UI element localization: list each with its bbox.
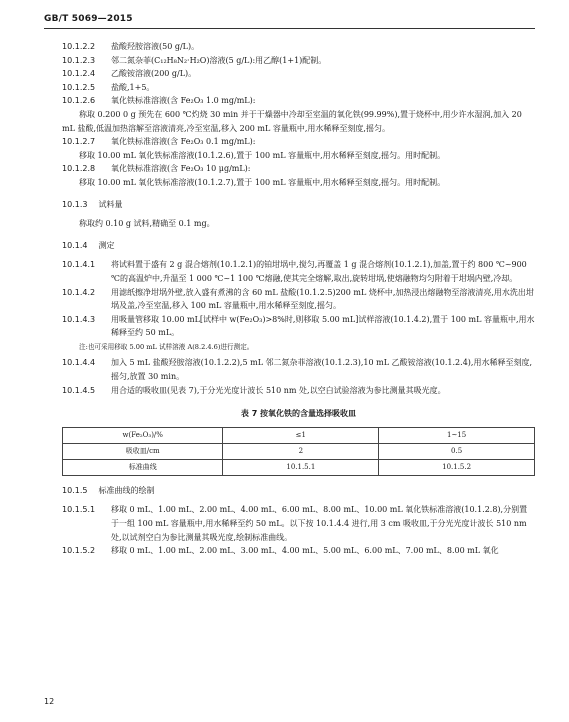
clause-number: 10.1.4.1 — [62, 260, 96, 270]
section-heading-10-1-4 — [62, 239, 535, 253]
clause-item — [62, 313, 535, 340]
clause-10-1-2-7 — [62, 135, 535, 149]
clause-text: 移取 0 mL、1.00 mL、2.00 mL、4.00 mL、6.00 mL、8.00 mL、10.00 mL 氧化铁标准溶液(10.1.2.8),分别置于一组 100 mL 容量瓶中,用水稀释至约 50 mL。以下按 10.1.4.4 进行,用 3 cm 吸收皿,于分光光度计波长 510 nm 处,以试剂空白为参比测量其吸光度,绘制标准曲线。 — [111, 505, 528, 542]
clause-number: 10.1.2.8 — [62, 164, 96, 174]
clause-text: 用吸量管移取 10.00 mL[试样中 w(Fe₂O₃)>8%时,则移取 5.00 mL]试样溶液(10.1.4.2),置于 100 mL 容量瓶中,用水稀释至约 50 mL。 — [111, 314, 535, 338]
clause-text: 盐酸羟胺溶液(50 g/L)。 — [111, 42, 200, 51]
document-body — [62, 40, 535, 558]
clause-number: 10.1.2.3 — [62, 55, 96, 65]
table-cell: 2 — [223, 443, 379, 459]
section-number: 10.1.4 — [62, 240, 88, 250]
standard-header: GB/T 5069—2015 — [44, 14, 133, 24]
clause-10-1-2-8 — [62, 162, 535, 176]
note: 注:也可采用移取 5.00 mL 试样溶液 A(8.2.4.6)进行测定。 — [79, 342, 254, 351]
table-row — [63, 443, 535, 459]
clause-list-b — [62, 258, 535, 340]
clause-text: 盐酸,1+5。 — [111, 82, 155, 92]
clause-text: 邻二氮杂菲(C₁₂H₈N₂·H₂O)溶液(5 g/L):用乙醇(1+1)配制。 — [111, 55, 327, 65]
clause-item — [62, 286, 535, 313]
table-cell: ≤1 — [223, 427, 379, 443]
clause-number: 10.1.5.1 — [62, 505, 96, 515]
paragraph-10-1-2-8: 移取 10.00 mL 氧化铁标准溶液(10.1.2.7),置于 100 mL 容量瓶中,用水稀释至刻度,摇匀。用时配制。 — [79, 177, 446, 187]
section-title: 测定 — [98, 240, 115, 250]
clause-number: 10.1.2.6 — [62, 96, 96, 106]
clause-number: 10.1.2.4 — [62, 69, 96, 79]
table-row — [63, 459, 535, 475]
clause-number: 10.1.4.4 — [62, 358, 96, 368]
clause-number: 10.1.4.5 — [62, 385, 96, 395]
clause-list-a — [62, 40, 535, 108]
clause-item — [62, 67, 535, 81]
clause-item — [62, 503, 535, 544]
clause-text: 用滤纸擦净坩埚外壁,放入盛有煮沸的含 60 mL 盐酸(10.1.2.5)200 mL 烧杯中,加热浸出熔融物至溶液清亮,用水洗出坩埚及盖,冷至室温,移入 100 mL 容量瓶中,用水稀释至刻度,摇匀。 — [111, 287, 534, 311]
clause-item — [62, 81, 535, 95]
cuvette-table — [62, 427, 535, 476]
clause-item — [62, 356, 535, 383]
clause-item — [62, 258, 535, 285]
clause-text: 乙酸铵溶液(200 g/L)。 — [111, 69, 197, 79]
clause-item — [62, 54, 535, 68]
clause-number: 10.1.2.5 — [62, 82, 96, 92]
clause-number: 10.1.4.3 — [62, 314, 96, 324]
table-row — [63, 427, 535, 443]
section-number: 10.1.3 — [62, 199, 88, 209]
header-rule — [44, 28, 535, 29]
clause-number: 10.1.4.2 — [62, 287, 96, 297]
clause-number: 10.1.2.7 — [62, 137, 96, 147]
section-heading-10-1-3 — [62, 198, 535, 212]
clause-item — [62, 94, 535, 108]
page-number: 12 — [44, 697, 55, 706]
table-cell: 10.1.5.2 — [379, 459, 535, 475]
clause-text: 用合适的吸收皿(见表 7),于分光光度计波长 510 nm 处,以空白试验溶液为参比测量其吸光度。 — [111, 385, 446, 395]
table-title: 表 7 按氧化铁的含量选择吸收皿 — [240, 409, 357, 419]
table-cell: 标准曲线 — [63, 459, 223, 475]
clause-list-c — [62, 356, 535, 397]
table-cell: 1~15 — [379, 427, 535, 443]
clause-text: 加入 5 mL 盐酸羟胺溶液(10.1.2.2),5 mL 邻二氮杂菲溶液(10.1.2.3),10 mL 乙酸铵溶液(10.1.2.4),用水稀释至刻度,摇匀,放置 30 min。 — [111, 358, 532, 382]
section-heading-10-1-5 — [62, 484, 535, 498]
clause-item — [62, 544, 535, 558]
clause-list-d — [62, 503, 535, 557]
clause-text: 氧化铁标准溶液(含 Fe₂O₃ 0.1 mg/mL): — [111, 137, 256, 147]
table-cell: 吸收皿/cm — [63, 443, 223, 459]
table-cell: 0.5 — [379, 443, 535, 459]
clause-number: 10.1.5.2 — [62, 546, 96, 556]
clause-text: 移取 0 mL、1.00 mL、2.00 mL、3.00 mL、4.00 mL、5.00 mL、6.00 mL、7.00 mL、8.00 mL 氧化 — [111, 546, 499, 556]
table-cell: 10.1.5.1 — [223, 459, 379, 475]
section-number: 10.1.5 — [62, 485, 88, 495]
clause-text: 氧化铁标准溶液(含 Fe₂O₃ 1.0 mg/mL): — [111, 96, 256, 106]
clause-text: 将试料置于盛有 2 g 混合熔剂(10.1.2.1)的铂坩埚中,搅匀,再覆盖 1 g 混合熔剂(10.1.2.1),加盖,置于约 800 ℃~900 ℃的高温炉中,升温至 1 000 ℃~1 100 ℃熔融,使其完全熔解,取出,旋转坩埚,使熔融物均匀附着于坩埚内壁,冷却。 — [111, 260, 527, 283]
paragraph-10-1-2-6: 称取 0.200 0 g 预先在 600 ℃灼烧 30 min 并于干燥器中冷却至室温的氧化铁(99.99%),置于烧杯中,用少许水湿润,加入 20 mL 盐酸,低温加热溶解至溶液清亮,冷至室温,移入 200 mL 容量瓶中,用水稀释至刻度,摇匀。 — [62, 109, 522, 133]
section-title: 试料量 — [98, 199, 123, 209]
clause-text: 氧化铁标准溶液(含 Fe₂O₃ 10 μg/mL): — [111, 164, 251, 174]
clause-number: 10.1.2.2 — [62, 42, 96, 51]
table-cell: w(Fe₂O₃)/% — [63, 427, 223, 443]
section-title: 标准曲线的绘制 — [98, 485, 155, 495]
clause-item — [62, 40, 535, 54]
clause-item — [62, 384, 535, 398]
paragraph-10-1-2-7: 移取 10.00 mL 氧化铁标准溶液(10.1.2.6),置于 100 mL 容量瓶中,用水稀释至刻度,摇匀。用时配制。 — [79, 150, 446, 160]
paragraph-10-1-3: 称取约 0.10 g 试料,精确至 0.1 mg。 — [79, 219, 215, 229]
